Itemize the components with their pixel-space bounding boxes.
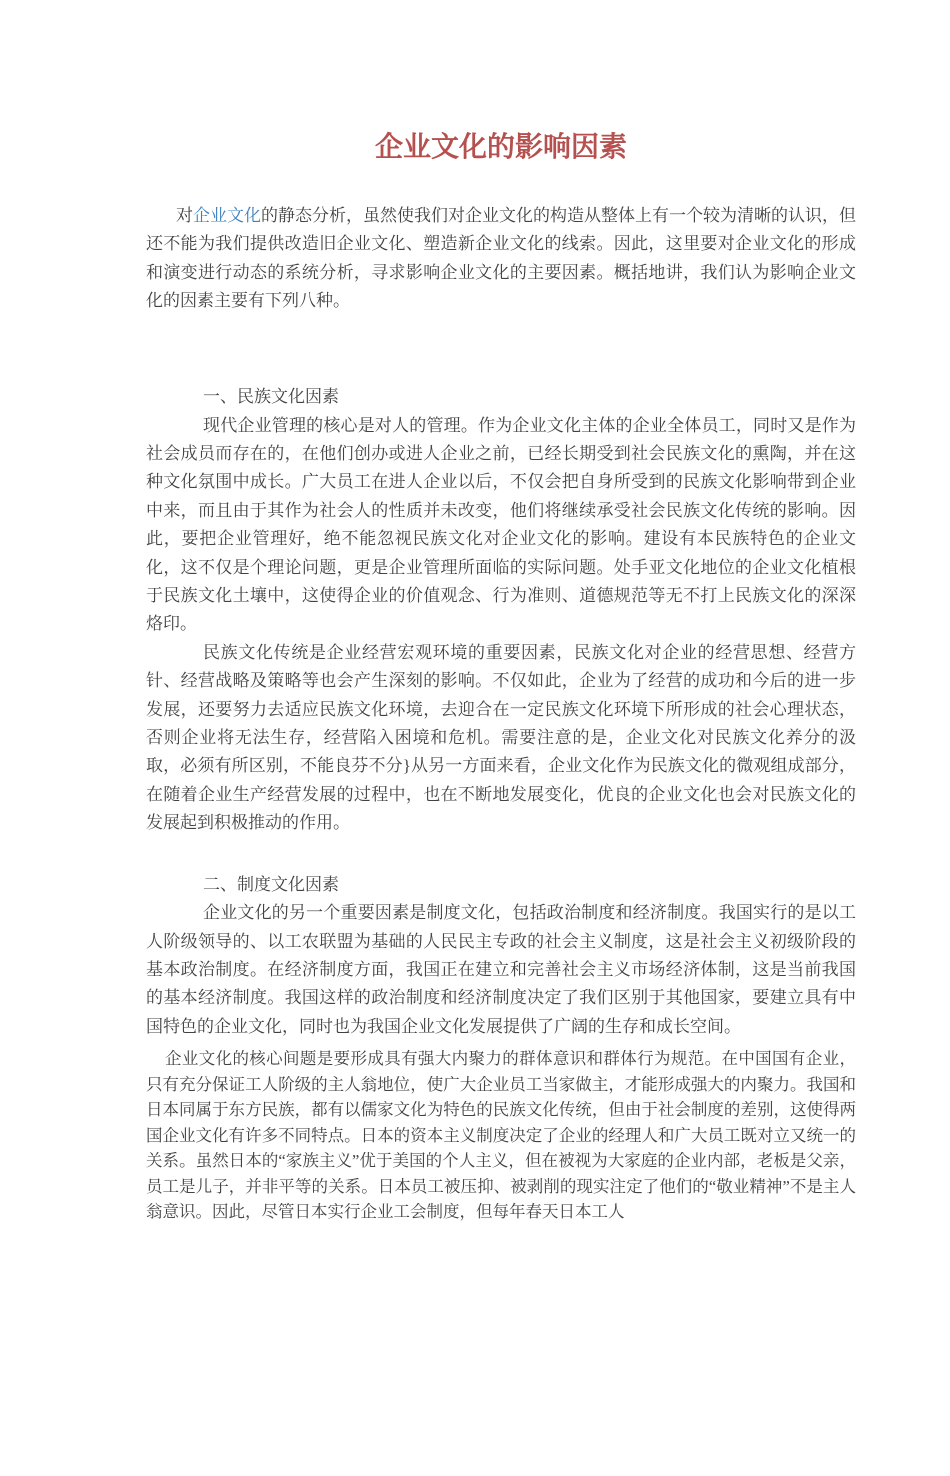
section-1-paragraph-2: 民族文化传统是企业经营宏观环境的重要因素，民族文化对企业的经营思想、经营方针、经营战略及策略等也会产生深刻的影响。不仅如此，企业为了经营的成功和今后的进一步发展，还要努力去适应民族文化环境，去迎合在一定民族文化环境下所形成的社会心理状态，否则企业将无法生存，经营陷入困境和危机。需要注意的是，企业文化对民族文化养分的汲取，必须有所区别，不能良芬不分}从另一方面来看，企业文化作为民族文化的微观组成部分，在随着企业生产经营发展的过程中，也在不断地发展变化，优良的企业文化也会对民族文化的发展起到积极推动的作用。 bbox=[146, 642, 856, 833]
section-institutional-culture bbox=[146, 871, 856, 1225]
intro-paragraph bbox=[146, 202, 856, 315]
section-2-paragraph-1: 企业文化的另一个重要因素是制度文化，包括政治制度和经济制度。我国实行的是以工人阶级领导的、以工农联盟为基础的人民民主专政的社会主义制度，这是社会主义初级阶段的基本政治制度。在经济制度方面，我国正在建立和完善社会主义市场经济体制，这是当前我国的基本经济制度。我国这样的政治制度和经济制度决定了我们区别于其他国家，要建立具有中国特色的企业文化，同时也为我国企业文化发展提供了广阔的生存和成长空间。 bbox=[146, 903, 856, 1036]
section-2-heading: 二、制度文化因素 bbox=[203, 874, 339, 894]
corporate-culture-link[interactable]: 企业文化 bbox=[193, 206, 261, 225]
section-1-heading: 一、民族文化因素 bbox=[203, 387, 339, 407]
intro-body-text: 的静态分析，虽然使我们对企业文化的构造从整体上有一个较为清晰的认识，但还不能为我们提供改造旧企业文化、塑造新企业文化的线索。因此，这里要对企业文化的形成和演变进行动态的系统分析，寻求影响企业文化的主要因素。概括地讲，我们认为影响企业文化的因素主要有下列八种。 bbox=[146, 206, 856, 310]
intro-prefix: 对 bbox=[176, 206, 193, 225]
page-title: 企业文化的影响因素 bbox=[374, 131, 627, 162]
section-national-culture bbox=[146, 383, 856, 838]
document-page bbox=[146, 132, 856, 1225]
section-1-paragraph-1: 现代企业管理的核心是对人的管理。作为企业文化主体的企业全体员工，同时又是作为社会成员而存在的，在他们创办或进人企业之前，已经长期受到社会民族文化的熏陶，并在这种文化氛围中成长。广大员工在进人企业以后，不仅会把自身所受到的民族文化影响带到企业中来，而且由于其作为社会人的性质并未改变，他们将继续承受社会民族文化传统的影响。因此，要把企业管理好，绝不能忽视民族文化对企业文化的影响。建设有本民族特色的企业文化，这不仅是个理论问题，更是企业管理所面临的实际问题。处手亚文化地位的企业文化植根于民族文化土壤中，这使得企业的价值观念、行为准则、道德规范等无不打上民族文化的深深烙印。 bbox=[146, 415, 856, 634]
section-2-sub-paragraph: 企业文化的核心间题是要形成具有强大内聚力的群体意识和群体行为规范。在中国国有企业，只有充分保证工人阶级的主人翁地位，使广大企业员工当家做主，才能形成强大的内聚力。我国和日本同属于东方民族，都有以儒家文化为特色的民族文化传统，但由于社会制度的差别，这使得两国企业文化有许多不同特点。日本的资本主义制度决定了企业的经理人和广大员工既对立又统一的关系。虽然日本的“家族主义”优于美国的个人主义，但在被视为大家庭的企业内部，老板是父亲，员工是儿子，并非平等的关系。日本员工被压抑、被剥削的现实注定了他们的“敬业精神”不是主人翁意识。因此，尽管日本实行企业工会制度，但每年春天日本工人 bbox=[146, 1049, 856, 1222]
